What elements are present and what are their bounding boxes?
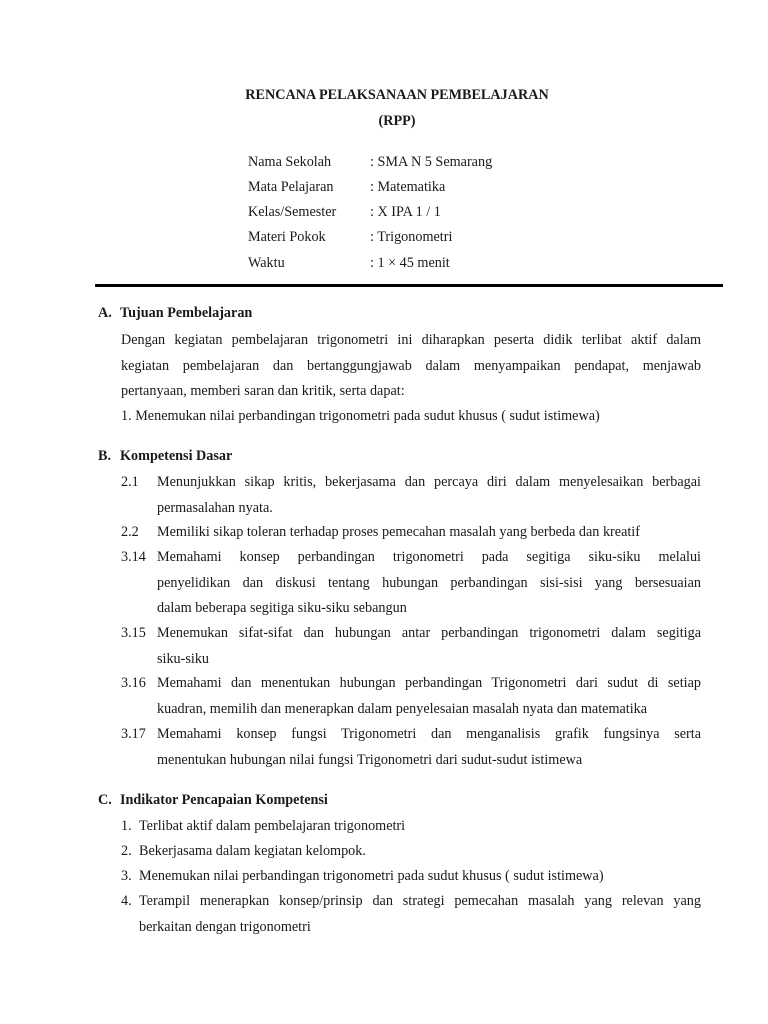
indicator-number: 2.: [121, 843, 132, 859]
identity-label: Kelas/Semester: [248, 204, 337, 220]
paragraph-line: pertanyaan, memberi saran dan kritik, serta dapat:: [121, 383, 405, 399]
kd-number: 2.1: [121, 474, 139, 490]
kd-line: dalam beberapa segitiga siku-siku sebangun: [157, 600, 407, 616]
kd-line: permasalahan nyata.: [157, 499, 273, 516]
document-title: RENCANA PELAKSANAAN PEMBELAJARAN: [245, 87, 549, 103]
identity-value: : Matematika: [370, 179, 446, 195]
kd-number: 2.2: [121, 524, 139, 540]
section-a-heading: [98, 305, 252, 322]
identity-value: : 1 × 45 menit: [370, 255, 450, 271]
kd-line: Menunjukkan sikap kritis, bekerjasama dan percaya diri dalam menyelesaikan berbagai: [157, 474, 701, 490]
kd-line: Memahami dan menentukan hubungan perbandingan Trigonometri dari sudut di setiap: [157, 675, 701, 691]
kd-number: 3.17: [121, 726, 146, 742]
kd-line: Memahami konsep fungsi Trigonometri dan menganalisis grafik fungsinya serta: [157, 726, 701, 742]
section-title: Tujuan Pembelajaran: [120, 305, 253, 321]
kd-line: kuadran, memilih dan menerapkan dalam penyelesaian masalah nyata dan matematika: [157, 700, 648, 717]
indicator-number: 1.: [121, 818, 132, 834]
indicator-number: 3.: [121, 868, 132, 884]
identity-label: Materi Pokok: [248, 229, 326, 245]
indicator-line: Menemukan nilai perbandingan trigonometri pada sudut khusus ( sudut istimewa): [139, 868, 604, 884]
indicator-number: 4.: [121, 893, 132, 909]
identity-label: Waktu: [248, 255, 285, 271]
section-a-item: 1. Menemukan nilai perbandingan trigonometri pada sudut khusus ( sudut istimewa): [121, 408, 600, 424]
kd-line: menentukan hubungan nilai fungsi Trigonometri dari sudut-sudut istimewa: [157, 751, 583, 768]
indicator-line: Terampil menerapkan konsep/prinsip dan strategi pemecahan masalah yang relevan yang: [139, 893, 701, 909]
section-letter: A.: [98, 305, 112, 321]
indicator-line: Terlibat aktif dalam pembelajaran trigonometri: [139, 818, 406, 834]
section-letter: C.: [98, 792, 112, 808]
kd-line: penyelidikan dan diskusi tentang hubungan perbandingan sisi-sisi yang bersesuaian: [157, 574, 701, 591]
paragraph-line: Dengan kegiatan pembelajaran trigonometri ini diharapkan peserta didik terlibat aktif dalam: [121, 332, 701, 348]
header-divider: [95, 284, 723, 287]
section-b-heading: [98, 448, 232, 465]
section-c-heading: [98, 792, 328, 809]
identity-value: : X IPA 1 / 1: [370, 204, 441, 220]
section-letter: B.: [98, 448, 112, 464]
kd-line: siku-siku: [157, 650, 210, 667]
kd-number: 3.14: [121, 549, 146, 565]
kd-line: Memiliki sikap toleran terhadap proses pemecahan masalah yang berbeda dan kreatif: [157, 524, 640, 540]
section-title: Kompetensi Dasar: [120, 448, 233, 464]
section-title: Indikator Pencapaian Kompetensi: [120, 792, 328, 808]
identity-label: Mata Pelajaran: [248, 179, 334, 195]
kd-line: Memahami konsep perbandingan trigonometri pada segitiga siku-siku melalui: [157, 549, 701, 565]
section-a-intro: [121, 328, 701, 408]
identity-label: Nama Sekolah: [248, 154, 332, 170]
kd-line: Menemukan sifat-sifat dan hubungan antar perbandingan trigonometri dalam segitiga: [157, 625, 701, 641]
indicator-line: berkaitan dengan trigonometri: [139, 918, 311, 935]
paragraph-line: kegiatan pembelajaran dan bertanggungjawab dalam menyampaikan pendapat, menjawab: [121, 357, 701, 374]
document-subtitle: (RPP): [378, 113, 416, 129]
kd-number: 3.15: [121, 625, 146, 641]
kd-number: 3.16: [121, 675, 146, 691]
identity-value: : SMA N 5 Semarang: [370, 154, 493, 170]
identity-value: : Trigonometri: [370, 229, 453, 245]
indicator-line: Bekerjasama dalam kegiatan kelompok.: [139, 843, 366, 859]
